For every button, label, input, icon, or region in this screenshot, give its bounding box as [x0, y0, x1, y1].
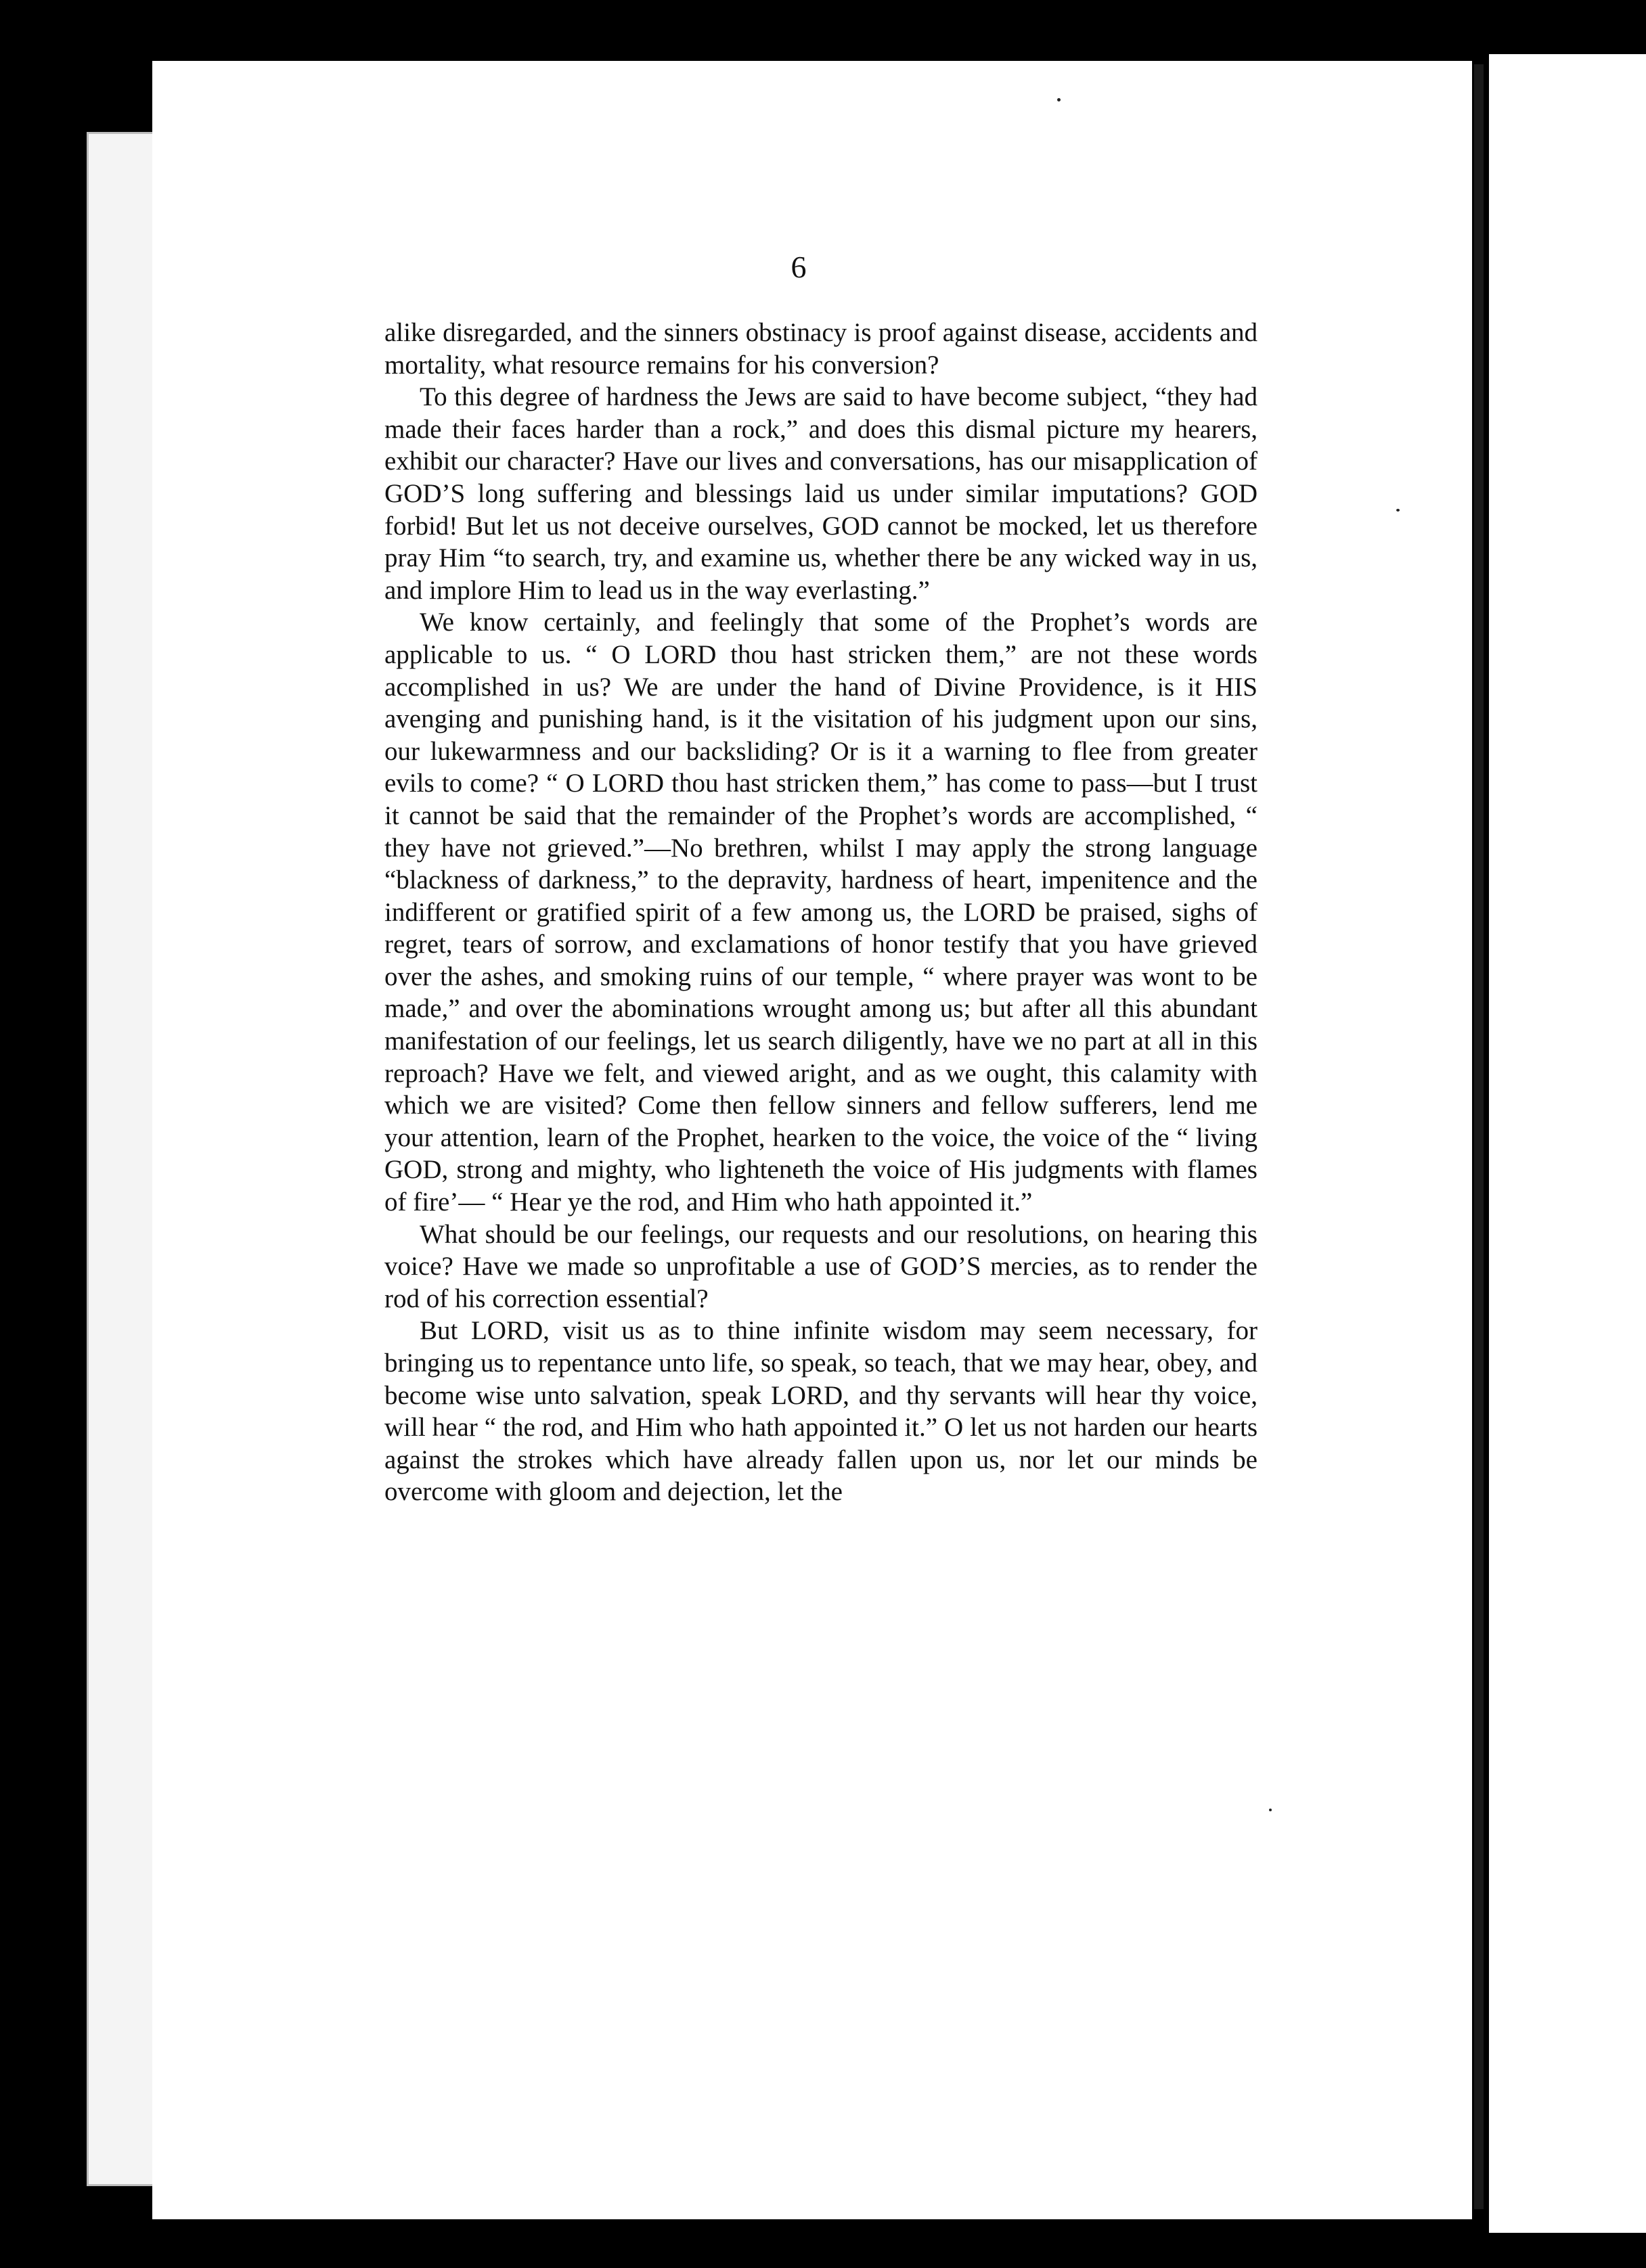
facing-page-edge	[1489, 54, 1646, 2233]
paragraph-3: We know certainly, and feelingly that some of the Prophet’s words are applicable to us. “ O LORD thou hast stricken them,” are not these words accomplished in us? We are under the hand of Divine Providence, is it HIS avenging and punishing hand, is it the visitation of his judgment upon our sins, our lukewarmness and our backsliding? Or is it a warning to flee from greater evils to come? “ O LORD thou hast stricken them,” has come to pass—but I trust it cannot be said that the remainder of the Prophet’s words are accomplished, “ they have not grieved.”—No brethren, whilst I may apply the strong language “blackness of darkness,” to the depravity, hardness of heart, impenitence and the indifferent or gratified spirit of a few among us, the LORD be praised, sighs of regret, tears of sorrow, and exclamations of honor testify that you have grieved over the ashes, and smoking ruins of our temple, “ where prayer was wont to be made,” and over the abominations wrought among us; but after all this abundant manifestation of our feelings, let us search diligently, have we no part at all in this reproach? Have we felt, and viewed aright, and as we ought, this calamity with which we are visited? Come then fellow sinners and fellow sufferers, lend me your attention, learn of the Prophet, hearken to the voice, the voice of the “ living GOD, strong and mighty, who lighteneth the voice of His judgments with flames of fire’— “ Hear ye the rod, and Him who hath appointed it.”	[384, 608, 1258, 1217]
paper-speck	[1057, 98, 1061, 101]
paragraph-2: To this degree of hardness the Jews are said to have become subject, “they had made their faces harder than a rock,” and does this dismal picture my hearers, exhibit our character? Have our lives and conversations, has our misapplication of GOD’S long suffering and blessings laid us under similar imputations? GOD forbid! But let us not deceive ourselves, GOD cannot be mocked, let us therefore pray Him “to search, try, and examine us, whether there be any wicked way in us, and implore Him to lead us in the way everlasting.”	[384, 382, 1258, 605]
paragraph-1: alike disregarded, and the sinners obstinacy is proof against disease, accidents and mortality, what resource remains for his conversion?	[384, 318, 1258, 380]
paper-speck	[1396, 509, 1400, 512]
paper-speck	[1269, 1809, 1272, 1811]
paragraph-4: What should be our feelings, our requests and our resolutions, on hearing this voice? Have we made so unprofitable a use of GOD’S mercies, as to render the rod of his correction essential?	[384, 1219, 1258, 1313]
binding-gutter	[1474, 64, 1484, 2209]
body-text	[384, 317, 1258, 1508]
paragraph-5: But LORD, visit us as to thine infinite wisdom may seem necessary, for bringing us to repentance unto life, so speak, so teach, that we may hear, obey, and become wise unto salvation, speak LORD, and thy servants will hear thy voice, will hear “ the rod, and Him who hath appointed it.” O let us not harden our hearts against the strokes which have already fallen upon us, nor let our minds be overcome with gloom and dejection, let the	[384, 1316, 1258, 1507]
page-number: 6	[791, 250, 807, 284]
